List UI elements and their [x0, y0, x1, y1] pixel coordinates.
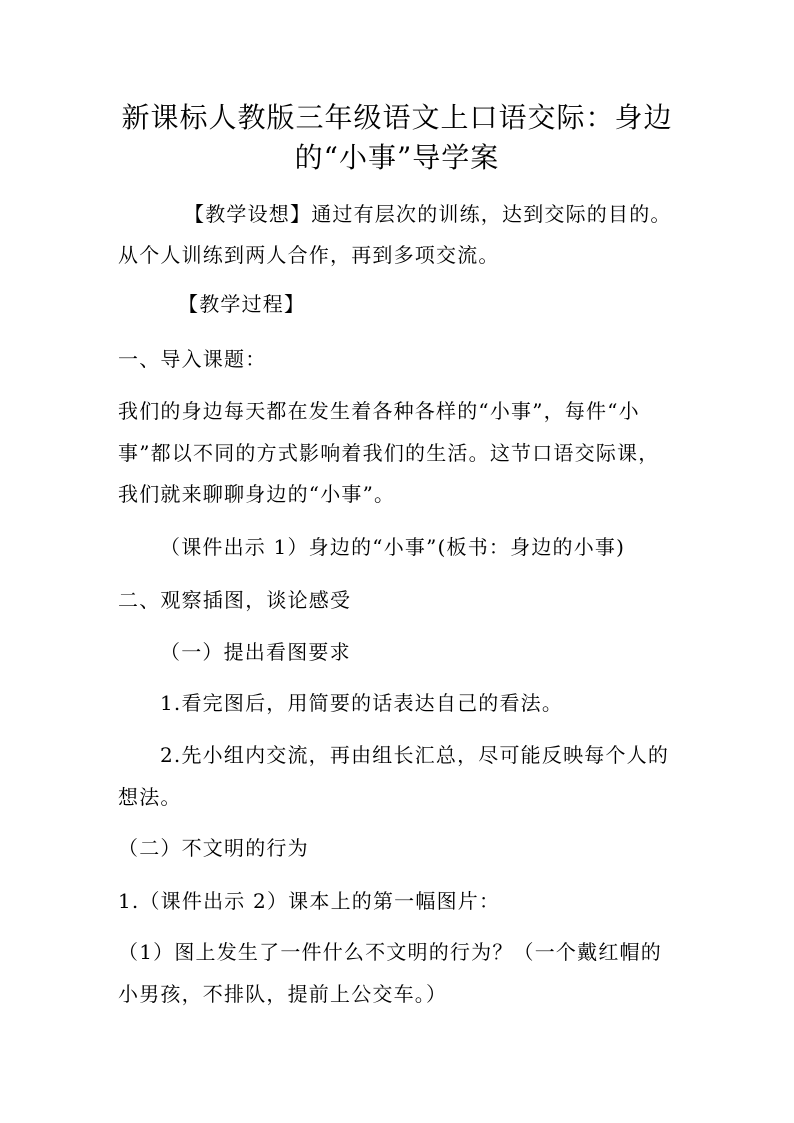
requirement-2-line-2: 想法。	[118, 785, 182, 809]
courseware-1-line: （课件出示 1）身边的“小事”(板书：身边的小事)	[160, 535, 626, 559]
document-title-line-2: 的“小事”导学案	[294, 141, 500, 174]
teaching-design-line-1: 【教学设想】通过有层次的训练，达到交际的目的。	[184, 202, 672, 226]
intro-paragraph-line-3: 我们就来聊聊身边的“小事”。	[118, 482, 396, 506]
question-1-line-1: （1）图上发生了一件什么不文明的行为？（一个戴红帽的	[118, 940, 662, 964]
subsection-2-heading: （二）不文明的行为	[118, 836, 309, 860]
intro-paragraph-line-1: 我们的身边每天都在发生着各种各样的“小事”，每件“小	[118, 399, 640, 423]
teaching-design-line-2: 从个人训练到两人合作，再到多项交流。	[118, 243, 500, 267]
item-1-line: 1.（课件出示 2）课本上的第一幅图片：	[118, 889, 501, 913]
requirement-1: 1.看完图后，用简要的话表达自己的看法。	[160, 691, 564, 715]
teaching-process-heading: 【教学过程】	[178, 292, 306, 316]
section-2-heading: 二、观察插图，谈论感受	[118, 588, 352, 612]
document-title-line-1: 新课标人教版三年级语文上口语交际：身边	[121, 101, 673, 134]
section-1-heading: 一、导入课题：	[118, 347, 267, 371]
intro-paragraph-line-2: 事”都以不同的方式影响着我们的生活。这节口语交际课，	[118, 441, 660, 465]
subsection-1-heading: （一）提出看图要求	[160, 640, 351, 664]
question-1-line-2: 小男孩，不排队，提前上公交车。）	[118, 982, 448, 1006]
requirement-2-line-1: 2.先小组内交流，再由组长汇总，尽可能反映每个人的	[160, 743, 670, 767]
